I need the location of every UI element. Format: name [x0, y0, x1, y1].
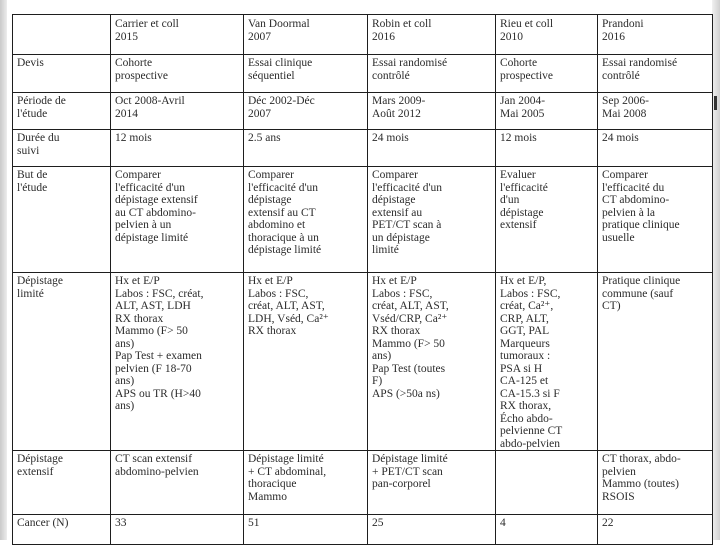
cell-text-line: Dépistage limité [372, 453, 448, 465]
cell-text-line: 2007 [248, 107, 271, 120]
table-cell [111, 167, 244, 273]
row-label-line: limité [17, 287, 44, 300]
table-cell [598, 167, 713, 273]
row-label-line: Durée du [17, 132, 60, 144]
table-cell [368, 93, 496, 130]
cell-text-line: CA-125 et [500, 375, 549, 387]
row-label-line: Devis [17, 57, 44, 69]
cell-text-line: 51 [248, 517, 260, 529]
row-label-line: Dépistage [17, 453, 63, 465]
study-author: Robin et coll [372, 18, 432, 30]
table-cell [598, 515, 713, 545]
cell-text-line: Écho abdo- [500, 412, 553, 425]
cell-text-line: CRP, ALT, [500, 312, 549, 325]
cell-text-line: pratique clinique [602, 219, 680, 231]
cell-text-line: pelvienne CT [500, 425, 563, 437]
cell-text-line: F) [372, 375, 383, 387]
table-cell [496, 167, 598, 273]
cell-text-line: Pratique clinique [602, 275, 681, 287]
slide-edge-marker [714, 96, 717, 110]
cell-text-line: Mammo (toutes) [602, 478, 679, 490]
table-cell [111, 515, 244, 545]
header-cell-prandoni [598, 15, 713, 55]
cell-text-line: APS (>50a ns) [372, 387, 440, 400]
row-periode [13, 93, 713, 130]
table-cell [368, 515, 496, 545]
row-label-line: extensif [17, 465, 54, 478]
row-label-line: suivi [17, 144, 40, 157]
cell-text-line: CT scan extensif [115, 453, 193, 465]
study-year: 2015 [115, 30, 138, 43]
row-label-line: l'étude [17, 181, 48, 194]
table-cell [598, 55, 713, 93]
table-cell [598, 273, 713, 451]
cell-text-line: Mammo (F> 50 [372, 337, 445, 350]
table-cell [244, 515, 368, 545]
cell-text-line: Mammo (F> 50 [115, 325, 188, 337]
cell-text-line: l'efficacité d'un [115, 181, 186, 194]
cell-text-line: ans) [115, 400, 135, 412]
table-cell [244, 130, 368, 167]
cell-text-line: contrôlé [372, 69, 410, 82]
table-cell [368, 55, 496, 93]
cell-text-line: Oct 2008-Avril [115, 95, 185, 107]
cell-text-line: Hx et E/P [372, 275, 417, 287]
header-cell-rieu [496, 15, 598, 55]
cell-text-line: Labos : FSC, [500, 287, 561, 300]
row-but [13, 167, 713, 273]
study-author: Rieu et coll [500, 18, 554, 30]
cell-text-line: Comparer [372, 169, 418, 181]
cell-text-line: Août 2012 [372, 107, 421, 120]
cell-text-line: pelvien [602, 465, 636, 478]
row-label-cell [13, 93, 111, 130]
cell-text-line: Pap Test + examen [115, 350, 202, 362]
studies-comparison-table [12, 14, 713, 545]
row-label-line: l'étude [17, 107, 48, 120]
slide-left-edge [0, 0, 7, 540]
table-cell [111, 273, 244, 451]
row-label-cell [13, 451, 111, 515]
cell-text-line: Jan 2004- [500, 95, 546, 107]
row-label-line: Période de [17, 95, 66, 107]
cell-text-line: Pap Test (toutes [372, 362, 446, 375]
cell-text-line: abdomino et [248, 219, 306, 231]
row-label-cell [13, 515, 111, 545]
cell-text-line: Essai clinique [248, 57, 313, 69]
table-cell [496, 130, 598, 167]
header-cell-carrier [111, 15, 244, 55]
cell-text-line: abdo-pelvien [500, 437, 561, 450]
cell-text-line: Hx et E/P [248, 275, 293, 287]
cell-text-line: Mars 2009- [372, 95, 426, 107]
cell-text-line: séquentiel [248, 69, 295, 82]
cell-text-line: extensif [500, 219, 537, 231]
table-cell [598, 451, 713, 515]
cell-text-line: CT abdomino- [602, 194, 670, 206]
cell-text-line: dépistage extensif [115, 194, 198, 206]
table-cell [496, 515, 598, 545]
cell-text-line: GGT, PAL [500, 325, 550, 337]
study-year: 2016 [602, 30, 625, 43]
cell-text-line: extensif au [372, 206, 423, 219]
cell-text-line: Vséd/CRP, Ca²⁺ [372, 312, 448, 325]
cell-text-line: prospective [115, 69, 169, 82]
cell-text-line: un dépistage [372, 231, 430, 244]
row-label-cell [13, 167, 111, 273]
study-year: 2010 [500, 30, 523, 43]
cell-text-line: Mammo [248, 490, 287, 503]
cell-text-line: 4 [500, 517, 506, 529]
header-cell-van-doormal [244, 15, 368, 55]
cell-text-line: dépistage [500, 206, 544, 219]
table-cell [244, 55, 368, 93]
row-devis [13, 55, 713, 93]
table-cell [368, 451, 496, 515]
cell-text-line: Labos : FSC, [372, 287, 433, 300]
cell-text-line: abdomino-pelvien [115, 465, 199, 478]
cell-text-line: Hx et E/P [115, 275, 160, 287]
cell-text-line: créat, ALT, AST, [248, 300, 325, 312]
cell-text-line: pelvien à un [115, 219, 172, 231]
cell-text-line: pelvien à la [602, 206, 656, 219]
cell-text-line: pelvien (F 18-70 [115, 362, 192, 375]
cell-text-line: commune (sauf [602, 287, 674, 300]
table-cell [244, 93, 368, 130]
cell-text-line: RX thorax, [500, 400, 552, 412]
row-depistage-limite [13, 273, 713, 451]
cell-text-line: thoracique [248, 478, 297, 490]
cell-text-line: Mai 2005 [500, 107, 545, 120]
row-duree [13, 130, 713, 167]
cell-text-line: RX thorax [372, 325, 421, 337]
study-year: 2007 [248, 30, 271, 43]
cell-text-line: Essai randomisé [602, 57, 678, 69]
cell-text-line: ans) [372, 350, 392, 362]
cell-text-line: Marqueurs [500, 337, 550, 350]
cell-text-line: + PET/CT scan [372, 465, 443, 478]
table-cell [111, 93, 244, 130]
cell-text-line: RSOIS [602, 490, 635, 503]
cell-text-line: Comparer [602, 169, 648, 181]
table-cell [598, 93, 713, 130]
cell-text-line: tumoraux : [500, 350, 551, 362]
cell-text-line: prospective [500, 69, 554, 82]
cell-text-line: d'un [500, 194, 520, 206]
cell-text-line: 12 mois [500, 132, 537, 144]
cell-text-line: usuelle [602, 231, 635, 244]
table-cell [368, 273, 496, 451]
row-label-line: But de [17, 169, 48, 181]
table-cell [598, 130, 713, 167]
table-cell [496, 451, 598, 515]
cell-text-line: Mai 2008 [602, 107, 647, 120]
cell-text-line: CT) [602, 300, 621, 312]
cell-text-line: Essai randomisé [372, 57, 448, 69]
cell-text-line: ans) [115, 375, 135, 387]
cell-text-line: limité [372, 244, 399, 256]
study-author: Van Doormal [248, 18, 310, 30]
cell-text-line: Labos : FSC, [248, 287, 309, 300]
cell-text-line: contrôlé [602, 69, 640, 82]
row-depistage-extensif [13, 451, 713, 515]
cell-text-line: 2014 [115, 107, 138, 120]
table-cell [368, 130, 496, 167]
cell-text-line: 24 mois [372, 132, 409, 144]
cell-text-line: PSA si H [500, 362, 543, 375]
table-cell [496, 55, 598, 93]
cell-text-line: RX thorax [248, 325, 297, 337]
corner-cell [13, 15, 111, 55]
cell-text-line: Evaluer [500, 169, 536, 181]
cell-text-line: CT thorax, abdo- [602, 453, 681, 465]
cell-text-line: Dépistage limité [248, 453, 324, 465]
study-author: Carrier et coll [115, 18, 179, 30]
cell-text-line: Cohorte [115, 57, 153, 69]
cell-text-line: au CT abdomino- [115, 206, 196, 219]
table-cell [368, 167, 496, 273]
cell-text-line: + CT abdominal, [248, 465, 327, 478]
cell-text-line: APS ou TR (H>40 [115, 387, 201, 400]
row-label-line: Dépistage [17, 275, 63, 287]
cell-text-line: dépistage limité [115, 231, 189, 244]
cell-text-line: Sep 2006- [602, 95, 649, 107]
table-cell [496, 93, 598, 130]
cell-text-line: Cohorte [500, 57, 538, 69]
slide-right-edge [712, 0, 720, 540]
header-cell-robin [368, 15, 496, 55]
cell-text-line: RX thorax [115, 312, 164, 325]
cell-text-line: Hx et E/P, [500, 275, 547, 287]
cell-text-line: créat, ALT, AST, [372, 300, 449, 312]
cell-text-line: 2.5 ans [248, 132, 281, 144]
header-row [13, 15, 713, 55]
cell-text-line: l'efficacité [500, 181, 548, 194]
cell-text-line: 12 mois [115, 132, 152, 144]
cell-text-line: l'efficacité d'un [372, 181, 443, 194]
table-cell [496, 273, 598, 451]
cell-text-line: l'efficacité d'un [248, 181, 319, 194]
table-cell [244, 451, 368, 515]
cell-text-line: PET/CT scan à [372, 219, 442, 231]
table-cell [244, 167, 368, 273]
cell-text-line: Déc 2002-Déc [248, 95, 315, 107]
cell-text-line: dépistage limité [248, 244, 322, 256]
study-year: 2016 [372, 30, 395, 43]
cell-text-line: 25 [372, 517, 384, 529]
cell-text-line: ans) [115, 337, 135, 350]
cell-text-line: pan-corporel [372, 478, 431, 490]
cell-text-line: CA-15.3 si F [500, 387, 560, 400]
row-label-cell [13, 55, 111, 93]
table-cell [111, 55, 244, 93]
cell-text-line: 22 [602, 517, 614, 529]
table-cell [111, 130, 244, 167]
table-cell [244, 273, 368, 451]
cell-text-line: créat, Ca²⁺, [500, 300, 554, 312]
table-cell [111, 451, 244, 515]
row-cancer [13, 515, 713, 545]
row-label-cell [13, 273, 111, 451]
cell-text-line: 24 mois [602, 132, 639, 144]
study-author: Prandoni [602, 18, 644, 30]
cell-text-line: LDH, Vséd, Ca²⁺ [248, 312, 329, 325]
cell-text-line: l'efficacité du [602, 181, 665, 194]
cell-text-line: Comparer [115, 169, 161, 181]
row-label-line: Cancer (N) [17, 517, 69, 529]
cell-text-line: dépistage [248, 194, 292, 206]
cell-text-line: ALT, AST, LDH [115, 300, 191, 312]
cell-text-line: thoracique à un [248, 231, 319, 244]
cell-text-line: Comparer [248, 169, 294, 181]
row-label-cell [13, 130, 111, 167]
cell-text-line: dépistage [372, 194, 416, 206]
cell-text-line: 33 [115, 517, 127, 529]
cell-text-line: Labos : FSC, créat, [115, 287, 204, 300]
cell-text-line: extensif au CT [248, 206, 316, 219]
